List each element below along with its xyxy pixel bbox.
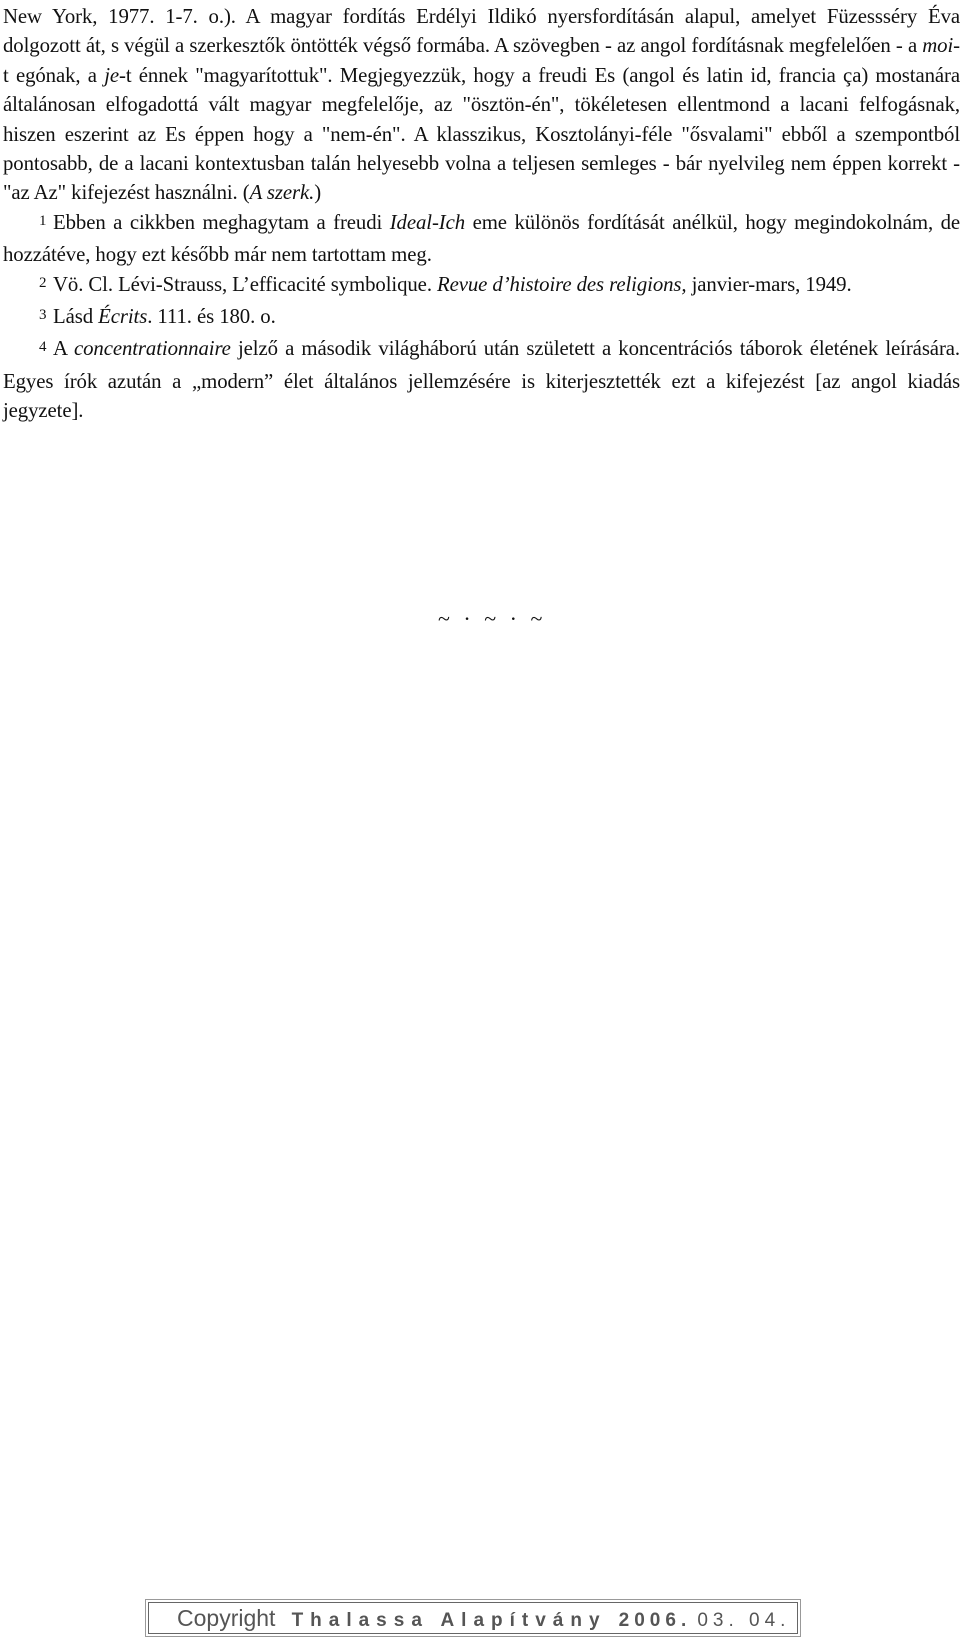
- text-run: Lásd: [53, 305, 99, 329]
- italic-term-je: je: [104, 63, 120, 87]
- section-separator: ~ · ~ · ~: [438, 606, 547, 631]
- text-run: A: [53, 337, 74, 361]
- footnote-1: [3, 208, 960, 270]
- text-run: -t egónak, a: [3, 34, 960, 87]
- text-run: eme különös fordítását anélkül, hogy megindokolnám, de hozzátéve, hogy ezt később már nem tartottam meg.: [3, 210, 960, 267]
- italic-term-moi: moi: [922, 34, 954, 58]
- text-run: Ebben a cikkben meghagytam a freudi: [53, 210, 390, 234]
- italic-book-title: Écrits: [98, 305, 148, 329]
- body-text: [3, 2, 960, 426]
- footnote-3: [3, 302, 960, 334]
- italic-term-ideal-ich: Ideal-Ich: [389, 210, 466, 234]
- copyright-year: 2006.: [618, 1610, 692, 1631]
- italic-term-concentrationnaire: concentrationnaire: [73, 337, 231, 361]
- italic-journal-title: Revue d’histoire des religions,: [437, 272, 687, 296]
- footnote-4: [3, 334, 960, 425]
- text-run: . 111. és 180. o.: [147, 305, 276, 329]
- footnote-number: 3: [39, 307, 47, 324]
- text-run: ): [314, 181, 322, 205]
- paragraph-note: [3, 2, 960, 208]
- footnote-2: [3, 270, 960, 302]
- text-run: New York, 1977. 1-7. o.). A magyar fordítás Erdélyi Ildikó nyersfordításán alapul, amelyet Füzessséry Éva dolgozott át, s végül a szerkesztők öntötték végső formába. A szövegben - az angol fordításnak megfelelően - a: [3, 5, 960, 58]
- document-page: [3, 2, 960, 426]
- footnote-number: 4: [39, 339, 47, 356]
- copyright-word: Copyright: [177, 1605, 276, 1631]
- text-run: janvier-mars, 1949.: [686, 272, 852, 296]
- footnote-number: 2: [39, 274, 47, 291]
- italic-editor-note: A szerk.: [249, 181, 315, 205]
- text-run: jelző a második világháború után született a koncentrációs táborok életének leírására. Egyes írók azután a „modern” élet általános jellemzésére is kiterjesztették ezt a kifejezést [az angol kiadás jegyzete].: [3, 337, 960, 423]
- copyright-organization: Thalassa Alapítvány: [291, 1610, 607, 1631]
- text-run: -t énnek "magyarítottuk". Megjegyezzük, hogy a freudi Es (angol és latin id, francia ça) mostanára általánosan elfogadottá vált magyar megfelelője, az "ösztön-én", tökéletesen ellentmond a lacani felfogásnak, hiszen eszerint az Es éppen hogy a "nem-én". A klasszikus, Kosztolányi-féle "ősvalami" ebből a szempontból pontosabb, de a lacani kontextusban talán helyesebb volna a teljesen semleges - bár nyelvileg nem éppen korrekt - "az Az" kifejezést használni. (: [3, 63, 960, 205]
- copyright-date: 03. 04.: [697, 1610, 791, 1631]
- text-run: Vö. Cl. Lévi-Strauss, L’efficacité symbolique.: [53, 272, 438, 296]
- copyright-footer: [148, 1602, 798, 1634]
- footnote-number: 1: [39, 212, 47, 229]
